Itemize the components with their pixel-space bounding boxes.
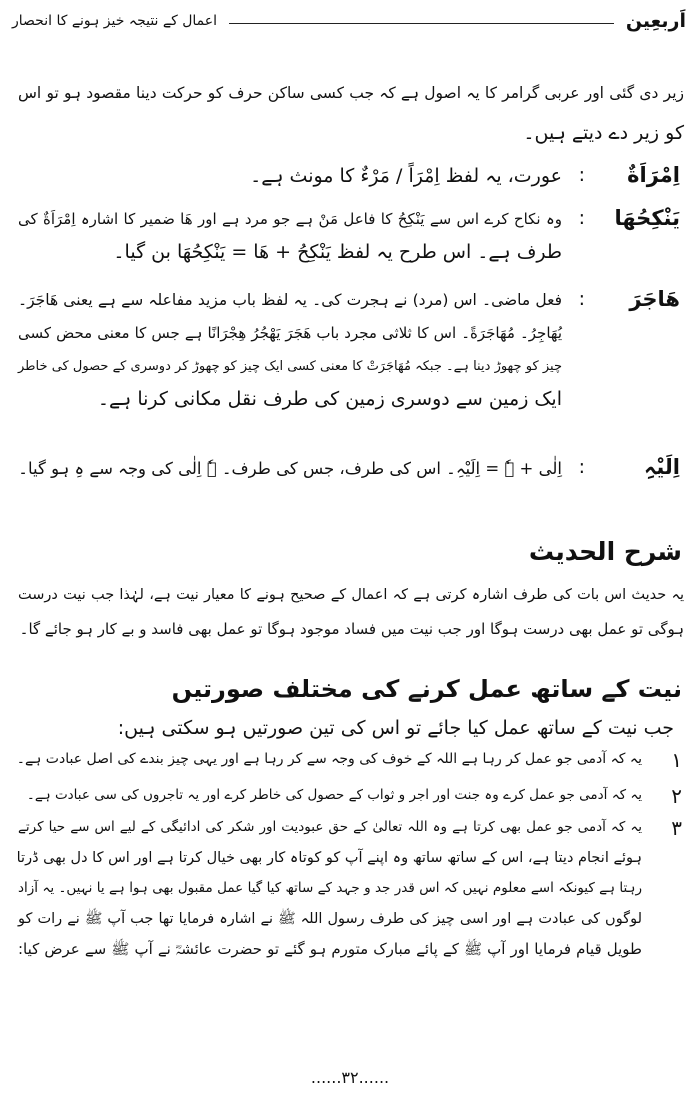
- page-number: ......۳۲......: [310, 1068, 390, 1087]
- list-item-line: رہتا ہے کیونکہ اسے معلوم نہیں کہ اس قدر جد و جہد کے ساتھ کیا گیا عمل مقبول بھی ہوا ہے یا نہیں۔ یہ آزاد: [18, 880, 642, 896]
- list-item-text: [18, 744, 642, 775]
- vocab-definition-line: طرف ہے۔ اس طرح یہ لفظ یَنْکِحُ + ھَا = یَنْکِحُھَا بن گیا۔: [113, 241, 562, 263]
- vocab-definition-line: فعل ماضی۔ اس (مرد) نے ہجرت کی۔ یہ لفظ باب مزید مفاعلہ سے ہے یعنی ھَاجَرَ۔: [18, 291, 562, 309]
- sharh-line: ہوگی تو عمل بھی درست ہوگا اور جب نیت میں فساد موجود ہوگا تو عمل بھی فاسد و بے کار ہو جائے گا۔: [19, 620, 684, 638]
- vocab-term: یَنْکِحُھَا: [614, 206, 680, 230]
- vocab-definition: [18, 452, 562, 485]
- header-rule: [229, 23, 614, 24]
- vocab-colon: :: [578, 164, 585, 186]
- vocab-term: اِلَیْہِ: [644, 455, 680, 479]
- vocab-definition-line: یُھَاجِرُ۔ مُھَاجَرَةً۔ اس کا ثلاثی مجرد باب ھَجَرَ یَھْجُرُ ھِجْرَانًا ہے جس کا معنی محض کسی: [18, 324, 562, 342]
- vocab-colon: :: [578, 207, 585, 229]
- vocab-definition-line: ایک زمین سے دوسری زمین کی طرف نقل مکانی کرنا ہے۔: [97, 388, 562, 410]
- vocab-term: ھَاجَرَ: [629, 287, 680, 311]
- intro-line: کو زیر دے دیتے ہیں۔: [523, 122, 684, 144]
- vocab-definition-line: اِلٰی + ہٗ = اِلَیْہِ۔ اس کی طرف، جس کی طرف۔ ہٗ اِلٰی کی وجہ سے ہِ ہو گیا۔: [18, 459, 562, 478]
- list-item-line: لوگوں کی عبادت ہے اور اسی چیز کی طرف رسول اللہ ﷺ نے اشارہ فرمایا تھا جب آپ ﷺ نے رات کو: [18, 910, 642, 927]
- list-item-line: یہ کہ آدمی جو عمل بھی کرتا ہے وہ اللہ تعالیٰ کے حق عبودیت اور شکر کی ادائیگی کے لیے اس سے حیا کرتے: [18, 819, 642, 835]
- list-item-line: یہ کہ آدمی جو عمل کرے وہ جنت اور اجر و ثواب کے حصول کی خاطر کرے اور یہ تاجروں کی سی عبادت ہے۔: [26, 787, 642, 803]
- list-item-line: یہ کہ آدمی جو عمل کر رہا ہے اللہ کے خوف کی وجہ سے کر رہا ہے اور یہی چیز بندے کی اصل عبادت ہے۔: [16, 751, 642, 767]
- vocab-definition: [18, 160, 562, 193]
- subheading: نیت کے ساتھ عمل کرنے کی مختلف صورتیں: [171, 675, 682, 703]
- intro-line: زیر دی گئی اور عربی گرامر کا یہ اصول ہے کہ جب کسی ساکن حرف کو حرکت دینا مقصود ہو تو اس: [18, 84, 684, 102]
- list-item-line: طویل قیام فرمایا اور آپ ﷺ کے پائے مبارک متورم ہو گئے تو حضرت عائشہؓ نے آپ ﷺ سے عرض کیا:: [18, 940, 642, 958]
- vocab-definition: [18, 284, 562, 416]
- page-header: [12, 6, 686, 36]
- vocab-definition-line: چیز کو چھوڑ دینا ہے۔ جبکہ مُھَاجَرَتْ کا معنی کسی ایک چیز کو چھوڑ کر دوسری کے حصول کی خاطر: [18, 359, 562, 374]
- list-item-number: ۲: [671, 784, 682, 808]
- list-item-number: ۳: [671, 816, 682, 840]
- list-item-text: [18, 780, 642, 811]
- list-intro: جب نیت کے ساتھ عمل کیا جائے تو اس کی تین صورتیں ہو سکتی ہیں:: [117, 717, 674, 739]
- section-heading: شرح الحدیث: [528, 537, 682, 566]
- list-item-text: [18, 812, 642, 965]
- vocab-colon: :: [578, 288, 585, 310]
- vocab-colon: :: [578, 456, 585, 478]
- vocab-definition-line: عورت، یہ لفظ اِمْرَاً / مَرْءٌ کا مونث ہے۔: [250, 165, 562, 187]
- vocab-definition-line: وہ نکاح کرے اس سے یَنْکِحُ کا فاعل مَنْ ہے جو مرد ہے اور ھَا ضمیر کا اشارہ اِمْرَاَةٌ کی: [18, 210, 562, 228]
- vocab-term: اِمْرَاَةٌ: [627, 163, 680, 187]
- book-title: اَربعِین: [625, 10, 686, 32]
- chapter-title: اعمال کے نتیجہ خیز ہونے کا انحصار: [12, 13, 217, 29]
- list-item-number: ۱: [671, 748, 682, 772]
- list-item-line: ہوئے انجام دیتا ہے، اس کے ساتھ ساتھ وہ اپنے آپ کو کوتاہ کار بھی خیال کرتا ہے اور اس کا دل بھی ڈرتا: [16, 849, 642, 866]
- sharh-line: یہ حدیث اس بات کی طرف اشارہ کرتی ہے کہ اعمال کے صحیح ہونے کا معیار نیت ہے، لہٰذا جب نیت درست: [18, 587, 684, 603]
- vocab-definition: [18, 203, 562, 269]
